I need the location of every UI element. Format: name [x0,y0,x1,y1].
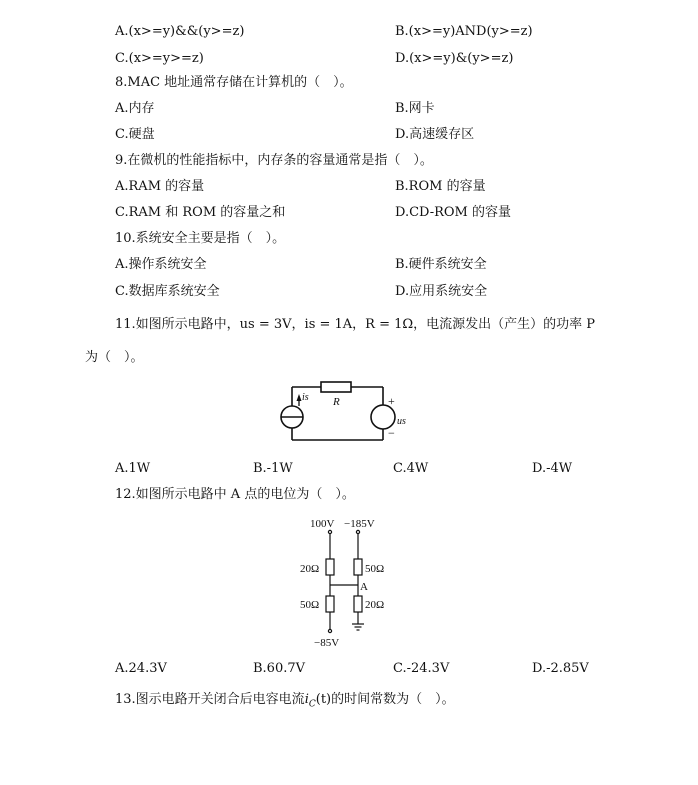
q7-option-b: B.(x>=y)AND(y>=z) [395,24,533,39]
top-left-voltage: 100V [310,518,335,530]
q10-option-b: B.硬件系统安全 [395,257,487,272]
q9-option-a: A.RAM 的容量 [115,179,205,194]
q7-option-d: D.(x>=y)&(y>=z) [395,51,514,66]
q8-option-d: D.高速缓存区 [395,127,475,142]
q12-option-a: A.24.3V [115,661,167,676]
q12-option-c: C.-24.3V [393,661,450,676]
q8-option-b: B.网卡 [395,101,435,116]
r-label: R [333,396,340,408]
q8-stem: 8.MAC 地址通常存储在计算机的（ ）。 [115,75,353,90]
q10-option-d: D.应用系统安全 [395,284,488,299]
q11-option-c: C.4W [393,461,429,476]
q13-stem [115,692,455,713]
q8-option-a: A.内存 [115,101,155,116]
q10-option-a: A.操作系统安全 [115,257,207,272]
q13-current-symbol: i [304,692,309,707]
r4-label: 20Ω [365,599,385,611]
q11-circuit-figure [278,380,418,446]
q13-current-argument: (t) [315,692,332,707]
q9-stem: 9.在微机的性能指标中，内存条的容量通常是指（ ）。 [115,153,433,168]
q11-option-d: D.-4W [532,461,573,476]
q11-option-b: B.-1W [253,461,293,476]
q8-option-c: C.硬盘 [115,127,155,142]
q11-stem-line1: 11.如图所示电路中，us = 3V，is = 1A，R = 1Ω，电流源发出（产生）的功率 P [115,317,596,332]
q12-option-b: B.60.7V [253,661,306,676]
q7-option-c: C.(x>=y>=z) [115,51,204,66]
is-label: is [302,392,309,403]
bottom-voltage: −85V [314,637,340,649]
q13-stem-end: 的时间常数为（ ）。 [331,692,455,707]
q12-stem: 12.如图所示电路中 A 点的电位为（ ）。 [115,487,355,502]
minus-sign: − [388,426,395,440]
q11-stem-line2: 为（ ）。 [85,350,144,365]
q10-stem: 10.系统安全主要是指（ ）。 [115,231,286,246]
q13-current-subscript: C [308,699,316,710]
r1-label: 20Ω [300,563,320,575]
q9-option-b: B.ROM 的容量 [395,179,486,194]
r3-label: 50Ω [300,599,320,611]
q13-stem-start: 13.图示电路开关闭合后电容电流 [115,692,305,707]
top-right-voltage: −185V [344,518,375,530]
q9-option-d: D.CD-ROM 的容量 [395,205,511,220]
us-label: us [397,416,406,427]
plus-sign: + [388,394,395,408]
q11-option-a: A.1W [115,461,151,476]
q12-option-d: D.-2.85V [532,661,589,676]
r2-label: 50Ω [365,563,385,575]
q10-option-c: C.数据库系统安全 [115,284,220,299]
q12-circuit-figure [295,512,405,652]
node-a-label: A [360,581,368,593]
q7-option-a: A.(x>=y)&&(y>=z) [115,24,245,39]
q9-option-c: C.RAM 和 ROM 的容量之和 [115,205,286,220]
